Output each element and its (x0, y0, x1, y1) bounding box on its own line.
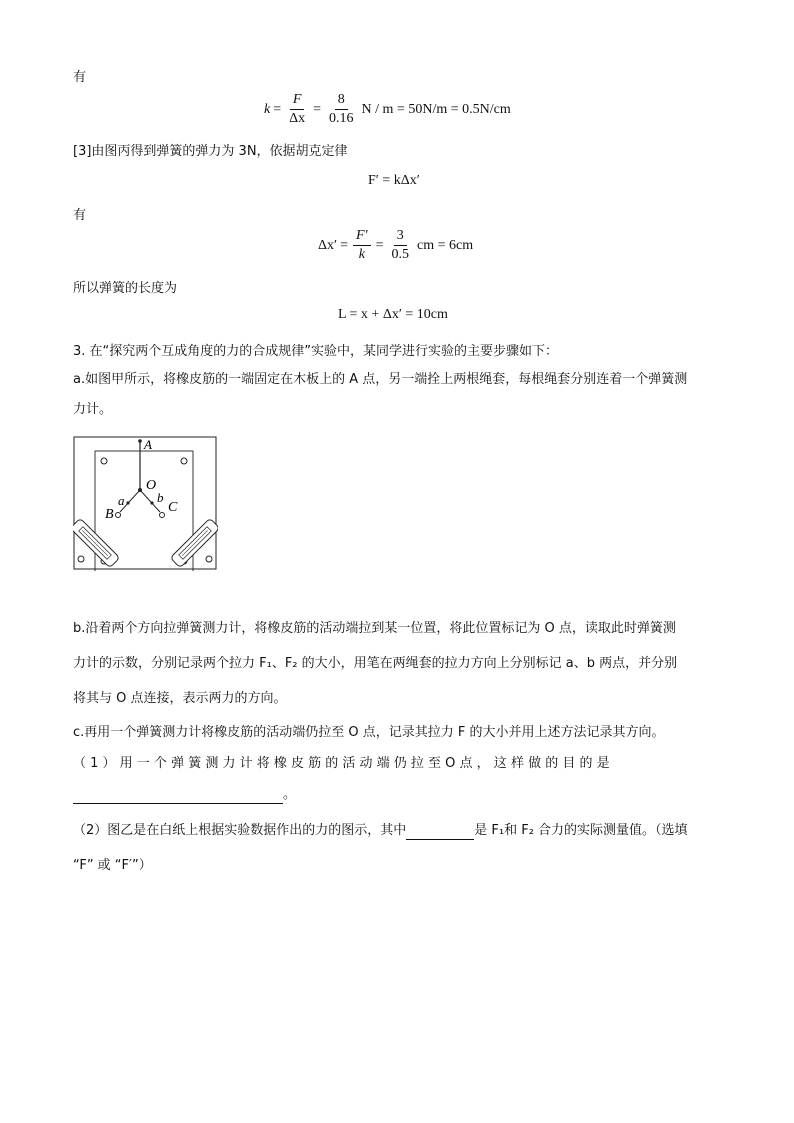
apparatus-diagram (73, 436, 218, 571)
eq3-frac1 (353, 227, 371, 264)
label-B: B (105, 507, 114, 522)
spring-scale-left (73, 518, 120, 567)
eq1-frac2 (326, 91, 357, 128)
equation-hooke: F′ = kΔx′ (368, 173, 420, 188)
step3-text: [3]由图丙得到弹簧的弹力为 3N，依据胡克定律 (73, 144, 348, 159)
point-a-dot (138, 439, 142, 443)
so-length-text: 所以弹簧的长度为 (73, 281, 178, 296)
label-C: C (168, 500, 178, 515)
hook-left (116, 513, 121, 518)
scale-ring-left (78, 556, 84, 562)
step-b-line3: 将其与 O 点连接，表示两力的方向。 (73, 691, 287, 706)
equation-k: k = $\frac{F}{\Delta x}$ = $\frac{8}{0.16}$ N / m = 50N/m = 0.5N/cm (264, 92, 511, 126)
equation-dx: Δx′ = $\frac{F'}{k}$ = $\frac{3}{0.5}$ cm = 6cm (318, 228, 474, 262)
mark-a-dot (126, 501, 129, 504)
label-A: A (144, 437, 152, 452)
pin-icon (101, 458, 107, 464)
question-intro: 在“探究两个互成角度的力的合成规律”实验中，某同学进行实验的主要步骤如下： (89, 344, 559, 359)
step-c: c.再用一个弹簧测力计将橡皮筋的活动端仍拉至 O 点，记录其拉力 F 的大小并用上述方法记录其方向。 (73, 725, 665, 740)
q1-end: 。 (283, 787, 297, 802)
eq1-frac2-num: 8 (335, 91, 348, 110)
step-b-line2: 力计的示数，分别记录两个拉力 F₁、F₂ 的大小，用笔在两绳套的拉力方向上分别标记 a、b 两点，并分别 (73, 656, 678, 671)
scale-ring-right (206, 556, 212, 562)
q2-after: 是 F₁和 F₂ 合力的实际测量值。（选填 (474, 823, 688, 838)
step-b-line1: b.沿着两个方向拉弹簧测力计，将橡皮筋的活动端拉到某一位置，将此位置标记为 O 点，读取此时弹簧测 (73, 621, 676, 636)
eq3-frac1-den: k (358, 247, 365, 262)
q1-answer-blank[interactable] (73, 789, 283, 804)
label-b: b (157, 490, 164, 505)
pin-icon (181, 458, 187, 464)
eq1-frac2-den: 0.16 (329, 111, 354, 126)
question-3-header (73, 340, 558, 359)
step-a-line1: a.如图甲所示，将橡皮筋的一端固定在木板上的 A 点，另一端拴上两根绳套，每根绳套分别连着一个弹簧测 (73, 372, 688, 387)
eq1-rhs: N / m = 50N/m = 0.5N/cm (361, 101, 511, 117)
eq3-frac1-num: F′ (353, 227, 371, 246)
eq1-frac1-den: Δx (289, 111, 306, 126)
question-number: 3. (73, 344, 86, 359)
step-a-line2: 力计。 (73, 402, 113, 417)
eq3-frac2-num: 3 (394, 227, 407, 246)
q1-answer-line (73, 786, 296, 804)
q2-before: （2）图乙是在白纸上根据实验数据作出的力的图示，其中 (73, 823, 407, 838)
eq3-lhs: Δx′ (318, 237, 338, 253)
q2-line1 (73, 822, 688, 840)
spring-scale-right (170, 518, 218, 567)
label-a: a (118, 493, 125, 508)
eq3-frac2-den: 0.5 (391, 247, 410, 262)
q2-line2: “F” 或 “F′”） (73, 858, 152, 873)
eq3-frac2 (389, 227, 413, 264)
eq1-frac1-num: F (290, 91, 305, 110)
mark-b-dot (150, 501, 153, 504)
hook-right (160, 513, 165, 518)
eq3-rhs: cm = 6cm (417, 237, 474, 253)
eq1-lhs: k (264, 101, 271, 117)
you-text-1: 有 (73, 70, 87, 85)
q2-answer-blank[interactable] (406, 825, 474, 840)
equation-length: L = x + Δx′ = 10cm (338, 307, 448, 322)
you-text-2: 有 (73, 208, 87, 223)
eq1-frac1 (286, 91, 308, 128)
figure-apparatus (73, 436, 218, 575)
q1-line1: （ 1 ） 用 一 个 弹 簧 测 力 计 将 橡 皮 筋 的 活 动 端 仍 拉 至 O 点 ， 这 样 做 的 目 的 是 (73, 756, 610, 771)
label-O: O (146, 478, 157, 493)
